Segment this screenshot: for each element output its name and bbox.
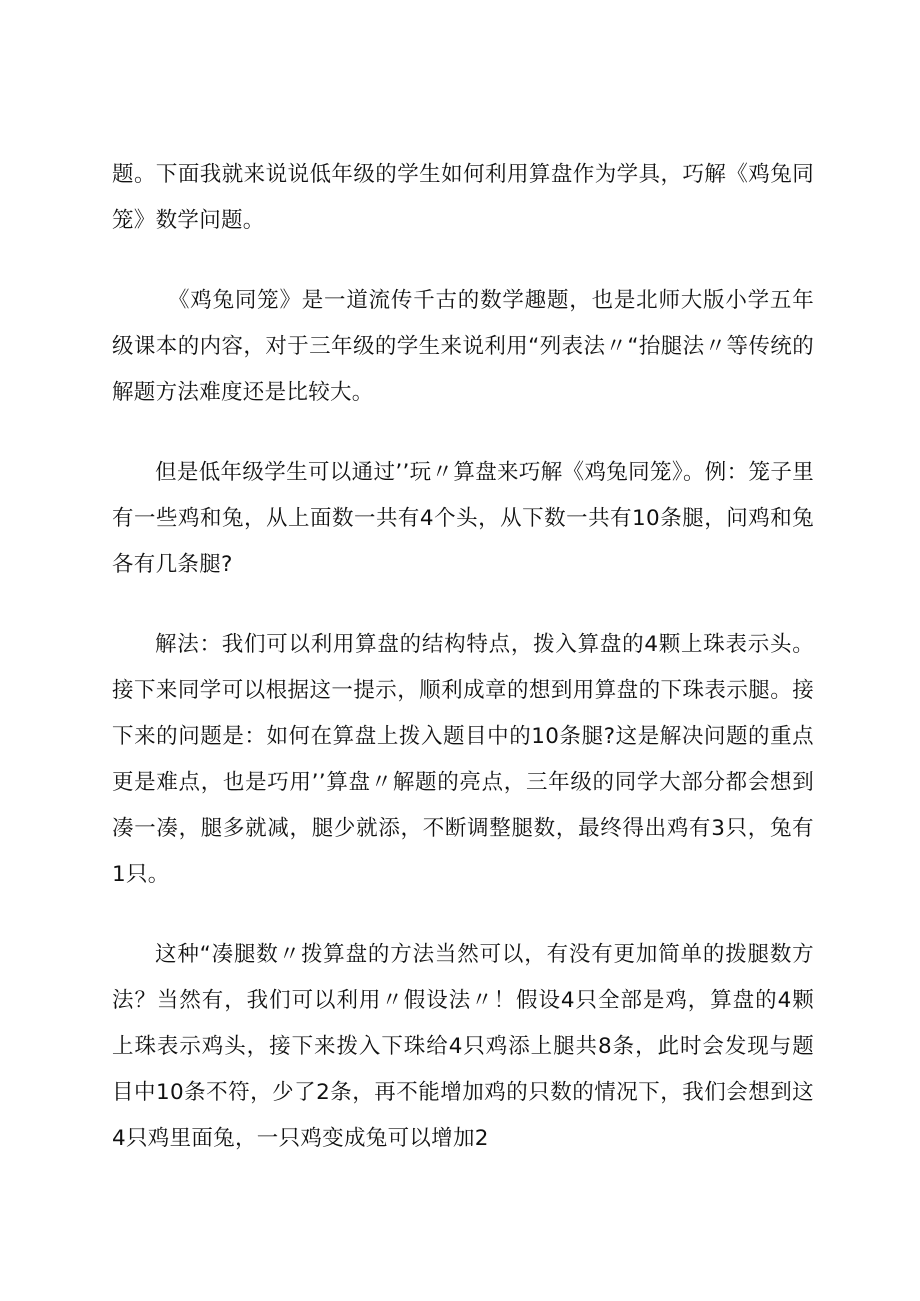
paragraph-1: 题。下面我就来说说低年级的学生如何利用算盘作为学具，巧解《鸡兔同笼》数学问题。: [112, 162, 814, 233]
paragraph-2: 《鸡兔同笼》是一道流传千古的数学趣题，也是北师大版小学五年级课本的内容，对于三年级的学生来说利用“列表法〃“抬腿法〃等传统的解题方法难度还是比较大。: [112, 288, 814, 405]
paragraph-4: 解法：我们可以利用算盘的结构特点，拨入算盘的4颗上珠表示头。接下来同学可以根据这一提示，顺利成章的想到用算盘的下珠表示腿。接下来的问题是：如何在算盘上拨入题目中的10条腿?这是解决问题的重点更是难点，也是巧用’’算盘〃解题的亮点，三年级的同学大部分都会想到凑一凑，腿多就减，腿少就添，不断调整腿数，最终得出鸡有3只，兔有1只。: [112, 632, 814, 887]
paragraph-5: 这种“凑腿数〃拨算盘的方法当然可以，有没有更加简单的拨腿数方法？当然有，我们可以利用〃假设法〃！假设4只全部是鸡，算盘的4颗上珠表示鸡头，接下来拨入下珠给4只鸡添上腿共8条，此时会发现与题目中10条不符，少了2条，再不能增加鸡的只数的情况下，我们会想到这4只鸡里面兔，一只鸡变成兔可以增加2: [112, 942, 814, 1151]
paragraph-3: 但是低年级学生可以通过’’玩〃算盘来巧解《鸡兔同笼》。例：笼子里有一些鸡和兔，从上面数一共有4个头，从下数一共有10条腿，问鸡和兔各有几条腿?: [112, 460, 814, 577]
document-body: [112, 152, 814, 1196]
